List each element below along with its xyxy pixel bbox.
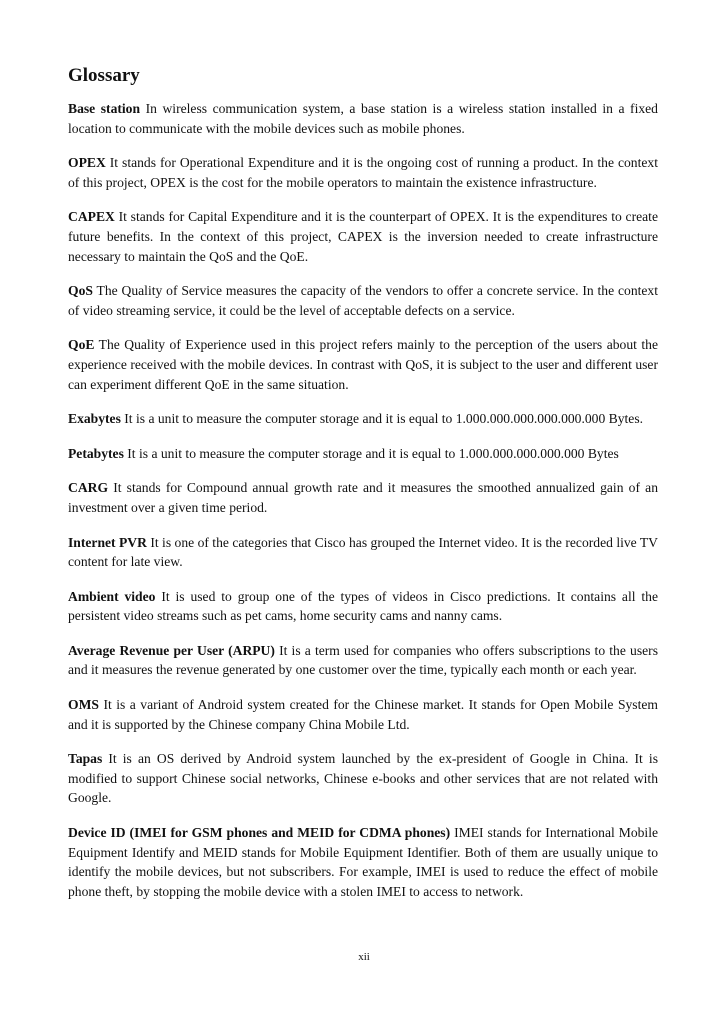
- glossary-term: CAPEX: [68, 209, 115, 225]
- glossary-term: Ambient video: [68, 588, 156, 604]
- glossary-definition: It is one of the categories that Cisco has grouped the Internet video. It is the recorded live TV content for late view.: [68, 534, 658, 570]
- glossary-term: Petabytes: [68, 445, 124, 461]
- glossary-term: QoE: [68, 337, 95, 353]
- glossary-entry-capex: [68, 207, 658, 266]
- glossary-definition: The Quality of Experience used in this project refers mainly to the perception of the users about the experience received with the mobile devices. In contrast with QoS, it is subject to the user and different user can experiment different QoE in the same situation.: [68, 337, 658, 392]
- glossary-entry-internet-pvr: [68, 533, 658, 572]
- glossary-term: Average Revenue per User (ARPU): [68, 642, 275, 658]
- glossary-entry-base-station: [68, 99, 658, 138]
- glossary-entry-tapas: [68, 749, 658, 808]
- glossary-entry-oms: [68, 695, 658, 734]
- glossary-term: Internet PVR: [68, 534, 147, 550]
- glossary-definition: It is a term used for companies who offers subscriptions to the users and it measures the revenue generated by one customer over the time, typically each month or each year.: [68, 642, 658, 678]
- glossary-definition: It is used to group one of the types of videos in Cisco predictions. It contains all the persistent video streams such as pet cams, home security cams and nanny cams.: [68, 588, 659, 624]
- glossary-definition: The Quality of Service measures the capacity of the vendors to offer a concrete service. In the context of video streaming service, it could be the level of acceptable defects on a service.: [68, 283, 659, 318]
- glossary-definition: It stands for Compound annual growth rate and it measures the smoothed annualized gain of an investment over a given time period.: [68, 480, 658, 515]
- glossary-entry-qoe: [68, 335, 658, 394]
- glossary-definition: IMEI stands for International Mobile Equipment Identify and MEID stands for Mobile Equipment Identifier. Both of them are usually unique to identify the mobile devices, but not subscribers. For example, IMEI is used to reduce the effect of mobile phone theft, by stopping the mobile device with a stolen IMEI to access to network.: [68, 825, 659, 899]
- page-content: [68, 64, 658, 916]
- glossary-term: Device ID (IMEI for GSM phones and MEID for CDMA phones): [68, 825, 451, 841]
- glossary-definition: It is a unit to measure the computer storage and it is equal to 1.000.000.000.000.000.000 Bytes.: [124, 411, 644, 427]
- glossary-term: QoS: [68, 283, 93, 299]
- glossary-term: Base station: [68, 101, 141, 116]
- glossary-entry-exabytes: [68, 409, 658, 429]
- glossary-term: OPEX: [68, 155, 106, 171]
- glossary-entry-device-id: [68, 823, 658, 901]
- glossary-entry-arpu: [68, 641, 658, 680]
- glossary-term: CARG: [68, 480, 109, 496]
- glossary-term: OMS: [68, 697, 99, 713]
- glossary-entry-qos: [68, 281, 658, 320]
- glossary-entry-petabytes: [68, 444, 658, 464]
- glossary-definition: In wireless communication system, a base station is a wireless station installed in a fixed location to communicate with the mobile devices such as mobile phones.: [68, 101, 658, 136]
- glossary-term: Exabytes: [68, 411, 121, 427]
- page-title: Glossary: [68, 65, 140, 86]
- glossary-definition: It stands for Capital Expenditure and it is the counterpart of OPEX. It is the expenditures to create future benefits. In the context of this project, CAPEX is the inversion needed to create infrastructure necessary to maintain the QoS and the QoE.: [68, 209, 658, 264]
- glossary-entry-ambient-video: [68, 587, 658, 626]
- glossary-term: Tapas: [68, 751, 103, 767]
- glossary-definition: It is an OS derived by Android system launched by the ex-president of Google in China. It is modified to support Chinese social networks, Chinese e-books and other services that are not related with Google.: [68, 751, 658, 806]
- glossary-entry-opex: [68, 153, 658, 192]
- glossary-definition: It stands for Operational Expenditure and it is the ongoing cost of running a product. In the context of this project, OPEX is the cost for the mobile operators to maintain the existence infrastructure.: [68, 155, 658, 190]
- glossary-definition: It is a unit to measure the computer storage and it is equal to 1.000.000.000.000.000 Bytes: [127, 445, 619, 461]
- glossary-definition: It is a variant of Android system created for the Chinese market. It stands for Open Mobile System and it is supported by the Chinese company China Mobile Ltd.: [68, 697, 658, 732]
- glossary-entry-carg: [68, 478, 658, 517]
- page-number: xii: [358, 951, 370, 963]
